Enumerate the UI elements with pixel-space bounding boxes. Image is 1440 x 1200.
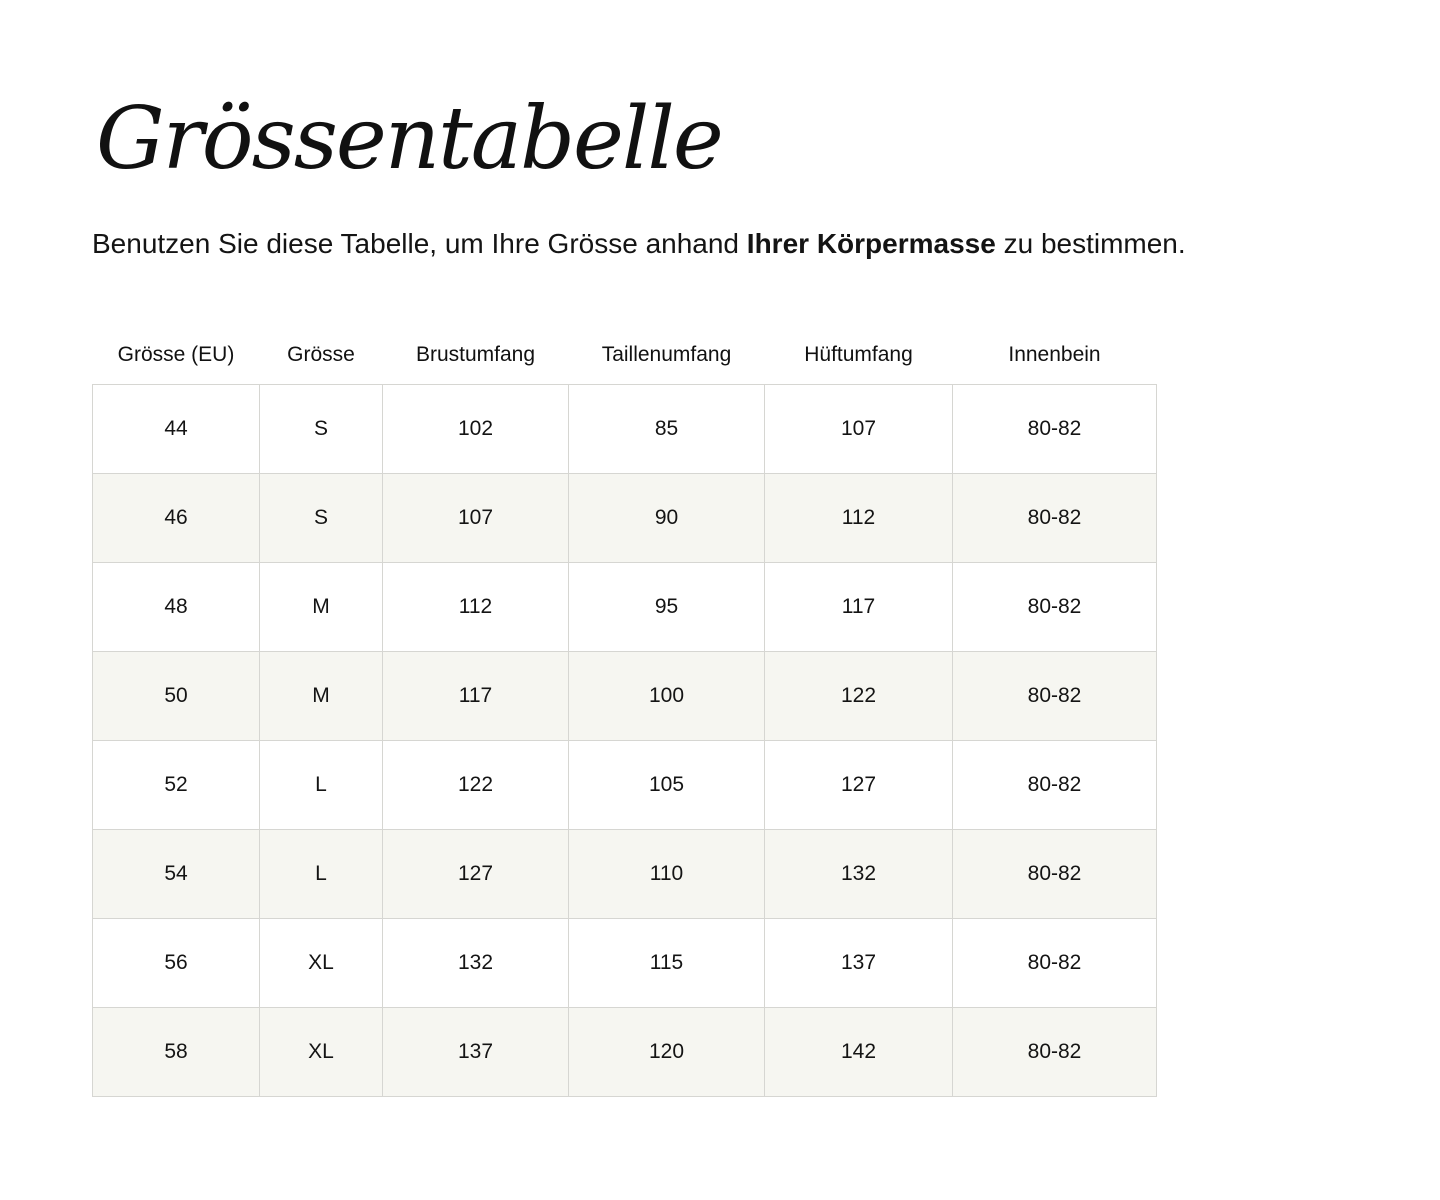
cell-chest: 127 [383,830,569,919]
cell-hip: 112 [765,474,953,563]
cell-waist: 110 [569,830,765,919]
cell-hip: 137 [765,919,953,1008]
column-header-hip: Hüftumfang [804,343,913,366]
column-header-size: Grösse [287,343,355,366]
cell-size: L [260,830,383,919]
cell-inseam: 80-82 [953,385,1157,474]
intro-text-bold: Ihrer Körpermasse [746,228,996,259]
cell-size-eu: 58 [93,1008,260,1097]
cell-inseam: 80-82 [953,474,1157,563]
cell-hip: 122 [765,652,953,741]
cell-size: M [260,652,383,741]
cell-chest: 102 [383,385,569,474]
cell-size-eu: 48 [93,563,260,652]
cell-size: S [260,474,383,563]
cell-size-eu: 50 [93,652,260,741]
intro-text [92,226,1186,262]
table-row [93,385,1157,474]
cell-size-eu: 46 [93,474,260,563]
cell-size-eu: 54 [93,830,260,919]
cell-inseam: 80-82 [953,1008,1157,1097]
cell-chest: 107 [383,474,569,563]
cell-inseam: 80-82 [953,741,1157,830]
cell-waist: 100 [569,652,765,741]
cell-waist: 85 [569,385,765,474]
size-table [92,326,1157,1097]
table-row [93,919,1157,1008]
cell-size: XL [260,919,383,1008]
cell-waist: 115 [569,919,765,1008]
table-row [93,474,1157,563]
table-row [93,563,1157,652]
cell-size: L [260,741,383,830]
size-table-header [93,326,1157,385]
intro-text-end: zu bestimmen. [995,228,1186,259]
cell-size-eu: 44 [93,385,260,474]
page-title: Grössentabelle [96,89,722,189]
size-table-body [93,385,1157,1097]
column-header-waist: Taillenumfang [601,343,732,366]
cell-inseam: 80-82 [953,563,1157,652]
header-row [93,326,1157,385]
cell-size-eu: 52 [93,741,260,830]
cell-inseam: 80-82 [953,919,1157,1008]
cell-waist: 90 [569,474,765,563]
table-row [93,741,1157,830]
column-header-inseam: Innenbein [1008,343,1101,366]
column-header-chest: Brustumfang [415,343,536,366]
cell-size: S [260,385,383,474]
cell-waist: 120 [569,1008,765,1097]
cell-inseam: 80-82 [953,652,1157,741]
table-row [93,1008,1157,1097]
cell-size: M [260,563,383,652]
cell-hip: 127 [765,741,953,830]
cell-hip: 107 [765,385,953,474]
cell-hip: 142 [765,1008,953,1097]
column-header-size-eu: Grösse (EU) [117,343,235,366]
cell-size: XL [260,1008,383,1097]
cell-hip: 132 [765,830,953,919]
cell-size-eu: 56 [93,919,260,1008]
cell-inseam: 80-82 [953,830,1157,919]
cell-chest: 137 [383,1008,569,1097]
cell-chest: 122 [383,741,569,830]
cell-waist: 105 [569,741,765,830]
table-row [93,652,1157,741]
cell-hip: 117 [765,563,953,652]
intro-text-start: Benutzen Sie diese Tabelle, um Ihre Grösse anhand [92,228,747,259]
table-row [93,830,1157,919]
cell-chest: 112 [383,563,569,652]
cell-chest: 117 [383,652,569,741]
cell-chest: 132 [383,919,569,1008]
cell-waist: 95 [569,563,765,652]
